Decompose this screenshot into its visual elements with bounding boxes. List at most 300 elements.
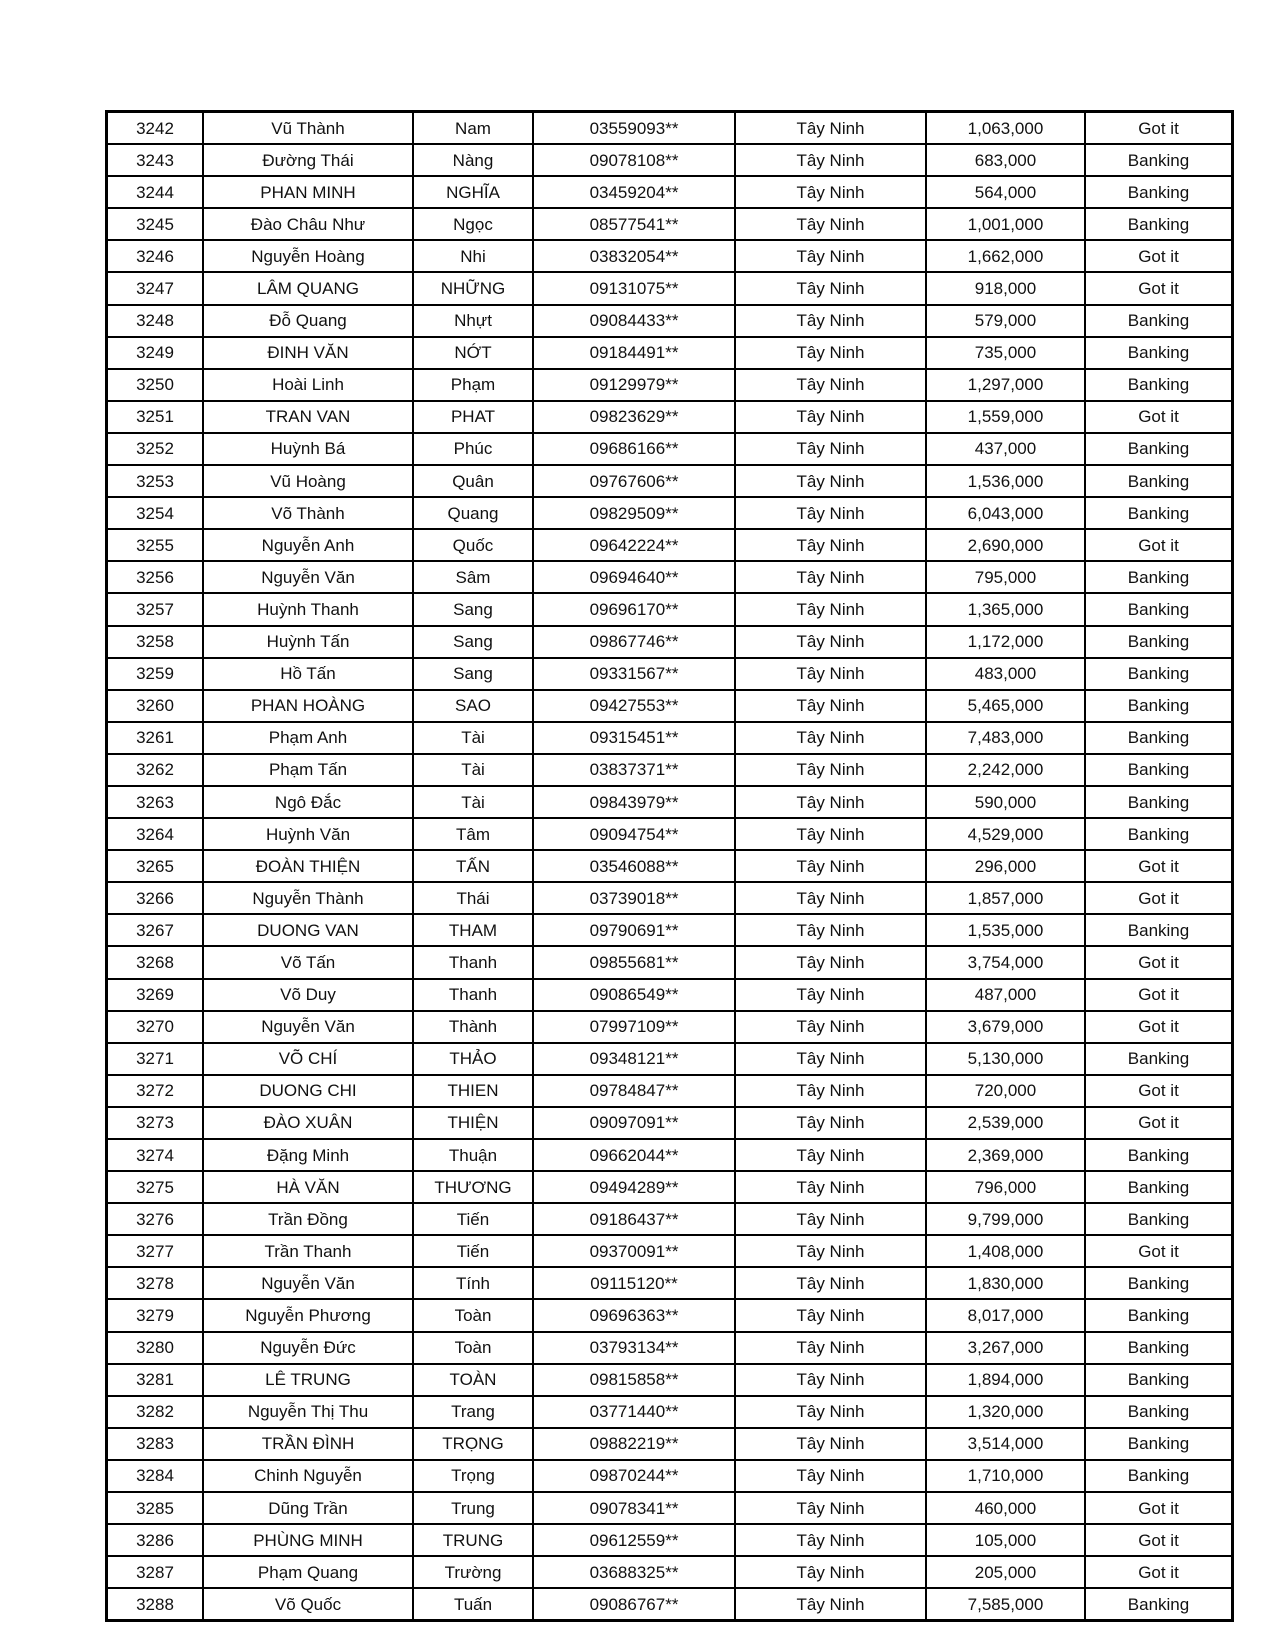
amount-cell: 2,242,000 xyxy=(926,754,1085,786)
amount-cell: 460,000 xyxy=(926,1492,1085,1524)
amount-cell: 7,585,000 xyxy=(926,1588,1085,1621)
table-row xyxy=(107,626,1233,658)
phone-cell: 09855681** xyxy=(533,946,735,978)
amount-cell: 2,539,000 xyxy=(926,1107,1085,1139)
row-id-cell: 3255 xyxy=(107,529,204,561)
phone-cell: 09882219** xyxy=(533,1428,735,1460)
status-cell: Banking xyxy=(1085,1203,1233,1235)
table-row xyxy=(107,754,1233,786)
province-cell: Tây Ninh xyxy=(735,1203,926,1235)
status-cell: Banking xyxy=(1085,1396,1233,1428)
first-name-cell: Dũng Trần xyxy=(203,1492,413,1524)
status-cell: Banking xyxy=(1085,1139,1233,1171)
status-cell: Got it xyxy=(1085,112,1233,145)
province-cell: Tây Ninh xyxy=(735,786,926,818)
table-row xyxy=(107,465,1233,497)
phone-cell: 09494289** xyxy=(533,1171,735,1203)
row-id-cell: 3267 xyxy=(107,914,204,946)
table-row xyxy=(107,1460,1233,1492)
phone-cell: 09815858** xyxy=(533,1364,735,1396)
table-row xyxy=(107,1428,1233,1460)
last-name-cell: TRỌNG xyxy=(413,1428,533,1460)
first-name-cell: Chinh Nguyễn xyxy=(203,1460,413,1492)
amount-cell: 483,000 xyxy=(926,658,1085,690)
table-row xyxy=(107,1139,1233,1171)
first-name-cell: Nguyễn Thị Thu xyxy=(203,1396,413,1428)
row-id-cell: 3260 xyxy=(107,690,204,722)
first-name-cell: Nguyễn Đức xyxy=(203,1332,413,1364)
last-name-cell: Toàn xyxy=(413,1299,533,1331)
province-cell: Tây Ninh xyxy=(735,1043,926,1075)
last-name-cell: Nàng xyxy=(413,144,533,176)
row-id-cell: 3282 xyxy=(107,1396,204,1428)
first-name-cell: Trần Thanh xyxy=(203,1235,413,1267)
status-cell: Got it xyxy=(1085,1075,1233,1107)
status-cell: Banking xyxy=(1085,1332,1233,1364)
row-id-cell: 3279 xyxy=(107,1299,204,1331)
province-cell: Tây Ninh xyxy=(735,1171,926,1203)
row-id-cell: 3281 xyxy=(107,1364,204,1396)
province-cell: Tây Ninh xyxy=(735,658,926,690)
status-cell: Got it xyxy=(1085,1492,1233,1524)
province-cell: Tây Ninh xyxy=(735,850,926,882)
table-row xyxy=(107,1332,1233,1364)
status-cell: Banking xyxy=(1085,754,1233,786)
row-id-cell: 3246 xyxy=(107,240,204,272)
status-cell: Banking xyxy=(1085,1460,1233,1492)
province-cell: Tây Ninh xyxy=(735,465,926,497)
amount-cell: 1,297,000 xyxy=(926,369,1085,401)
table-row xyxy=(107,818,1233,850)
table-row xyxy=(107,1267,1233,1299)
phone-cell: 03837371** xyxy=(533,754,735,786)
province-cell: Tây Ninh xyxy=(735,722,926,754)
status-cell: Banking xyxy=(1085,593,1233,625)
amount-cell: 918,000 xyxy=(926,272,1085,304)
amount-cell: 735,000 xyxy=(926,337,1085,369)
status-cell: Banking xyxy=(1085,176,1233,208)
phone-cell: 09348121** xyxy=(533,1043,735,1075)
row-id-cell: 3274 xyxy=(107,1139,204,1171)
first-name-cell: Huỳnh Văn xyxy=(203,818,413,850)
province-cell: Tây Ninh xyxy=(735,1267,926,1299)
first-name-cell: VÕ CHÍ xyxy=(203,1043,413,1075)
row-id-cell: 3243 xyxy=(107,144,204,176)
recipient-table xyxy=(105,110,1234,1622)
last-name-cell: Trung xyxy=(413,1492,533,1524)
phone-cell: 09870244** xyxy=(533,1460,735,1492)
phone-cell: 07997109** xyxy=(533,1011,735,1043)
table-row xyxy=(107,786,1233,818)
first-name-cell: Phạm Anh xyxy=(203,722,413,754)
first-name-cell: Võ Thành xyxy=(203,497,413,529)
amount-cell: 7,483,000 xyxy=(926,722,1085,754)
phone-cell: 09115120** xyxy=(533,1267,735,1299)
phone-cell: 09823629** xyxy=(533,401,735,433)
first-name-cell: ĐOÀN THIỆN xyxy=(203,850,413,882)
amount-cell: 4,529,000 xyxy=(926,818,1085,850)
row-id-cell: 3287 xyxy=(107,1556,204,1588)
province-cell: Tây Ninh xyxy=(735,433,926,465)
first-name-cell: Võ Duy xyxy=(203,979,413,1011)
province-cell: Tây Ninh xyxy=(735,497,926,529)
province-cell: Tây Ninh xyxy=(735,1107,926,1139)
amount-cell: 8,017,000 xyxy=(926,1299,1085,1331)
row-id-cell: 3249 xyxy=(107,337,204,369)
phone-cell: 03739018** xyxy=(533,882,735,914)
status-cell: Got it xyxy=(1085,1524,1233,1556)
amount-cell: 2,690,000 xyxy=(926,529,1085,561)
phone-cell: 09084433** xyxy=(533,305,735,337)
phone-cell: 09078108** xyxy=(533,144,735,176)
phone-cell: 09696363** xyxy=(533,1299,735,1331)
status-cell: Got it xyxy=(1085,1011,1233,1043)
first-name-cell: TRẦN ĐÌNH xyxy=(203,1428,413,1460)
last-name-cell: THIỆN xyxy=(413,1107,533,1139)
first-name-cell: Đường Thái xyxy=(203,144,413,176)
table-row xyxy=(107,1043,1233,1075)
status-cell: Got it xyxy=(1085,1235,1233,1267)
status-cell: Banking xyxy=(1085,626,1233,658)
first-name-cell: PHAN MINH xyxy=(203,176,413,208)
amount-cell: 590,000 xyxy=(926,786,1085,818)
province-cell: Tây Ninh xyxy=(735,272,926,304)
amount-cell: 1,001,000 xyxy=(926,208,1085,240)
amount-cell: 1,320,000 xyxy=(926,1396,1085,1428)
province-cell: Tây Ninh xyxy=(735,1332,926,1364)
province-cell: Tây Ninh xyxy=(735,818,926,850)
last-name-cell: Tính xyxy=(413,1267,533,1299)
status-cell: Banking xyxy=(1085,305,1233,337)
amount-cell: 1,662,000 xyxy=(926,240,1085,272)
row-id-cell: 3250 xyxy=(107,369,204,401)
first-name-cell: Trần Đồng xyxy=(203,1203,413,1235)
row-id-cell: 3265 xyxy=(107,850,204,882)
first-name-cell: Vũ Thành xyxy=(203,112,413,145)
province-cell: Tây Ninh xyxy=(735,561,926,593)
status-cell: Got it xyxy=(1085,850,1233,882)
table-row xyxy=(107,593,1233,625)
phone-cell: 03793134** xyxy=(533,1332,735,1364)
phone-cell: 09790691** xyxy=(533,914,735,946)
province-cell: Tây Ninh xyxy=(735,529,926,561)
table-row xyxy=(107,722,1233,754)
last-name-cell: Tiến xyxy=(413,1203,533,1235)
phone-cell: 09829509** xyxy=(533,497,735,529)
province-cell: Tây Ninh xyxy=(735,979,926,1011)
status-cell: Got it xyxy=(1085,882,1233,914)
row-id-cell: 3272 xyxy=(107,1075,204,1107)
province-cell: Tây Ninh xyxy=(735,914,926,946)
row-id-cell: 3284 xyxy=(107,1460,204,1492)
recipient-table-body xyxy=(107,112,1233,1621)
status-cell: Got it xyxy=(1085,401,1233,433)
table-row xyxy=(107,561,1233,593)
status-cell: Banking xyxy=(1085,369,1233,401)
first-name-cell: Phạm Quang xyxy=(203,1556,413,1588)
amount-cell: 5,130,000 xyxy=(926,1043,1085,1075)
province-cell: Tây Ninh xyxy=(735,626,926,658)
province-cell: Tây Ninh xyxy=(735,946,926,978)
table-row xyxy=(107,1075,1233,1107)
province-cell: Tây Ninh xyxy=(735,1139,926,1171)
last-name-cell: Trọng xyxy=(413,1460,533,1492)
status-cell: Banking xyxy=(1085,337,1233,369)
first-name-cell: DUONG CHI xyxy=(203,1075,413,1107)
table-row xyxy=(107,144,1233,176)
row-id-cell: 3244 xyxy=(107,176,204,208)
amount-cell: 3,679,000 xyxy=(926,1011,1085,1043)
status-cell: Got it xyxy=(1085,1556,1233,1588)
table-row xyxy=(107,1299,1233,1331)
row-id-cell: 3247 xyxy=(107,272,204,304)
phone-cell: 09427553** xyxy=(533,690,735,722)
status-cell: Banking xyxy=(1085,561,1233,593)
amount-cell: 720,000 xyxy=(926,1075,1085,1107)
table-row xyxy=(107,946,1233,978)
amount-cell: 1,172,000 xyxy=(926,626,1085,658)
first-name-cell: Ngô Đắc xyxy=(203,786,413,818)
table-row xyxy=(107,1364,1233,1396)
last-name-cell: Sang xyxy=(413,626,533,658)
amount-cell: 1,894,000 xyxy=(926,1364,1085,1396)
amount-cell: 105,000 xyxy=(926,1524,1085,1556)
first-name-cell: Đặng Minh xyxy=(203,1139,413,1171)
first-name-cell: Nguyễn Văn xyxy=(203,1011,413,1043)
phone-cell: 09843979** xyxy=(533,786,735,818)
row-id-cell: 3258 xyxy=(107,626,204,658)
table-row xyxy=(107,1011,1233,1043)
table-row xyxy=(107,1588,1233,1621)
status-cell: Got it xyxy=(1085,946,1233,978)
phone-cell: 03771440** xyxy=(533,1396,735,1428)
amount-cell: 1,536,000 xyxy=(926,465,1085,497)
last-name-cell: Thành xyxy=(413,1011,533,1043)
first-name-cell: ĐINH VĂN xyxy=(203,337,413,369)
province-cell: Tây Ninh xyxy=(735,208,926,240)
row-id-cell: 3268 xyxy=(107,946,204,978)
amount-cell: 6,043,000 xyxy=(926,497,1085,529)
status-cell: Banking xyxy=(1085,144,1233,176)
amount-cell: 1,710,000 xyxy=(926,1460,1085,1492)
last-name-cell: Trang xyxy=(413,1396,533,1428)
phone-cell: 03459204** xyxy=(533,176,735,208)
last-name-cell: THẢO xyxy=(413,1043,533,1075)
last-name-cell: Toàn xyxy=(413,1332,533,1364)
table-row xyxy=(107,305,1233,337)
row-id-cell: 3285 xyxy=(107,1492,204,1524)
first-name-cell: Nguyễn Văn xyxy=(203,561,413,593)
amount-cell: 487,000 xyxy=(926,979,1085,1011)
row-id-cell: 3266 xyxy=(107,882,204,914)
last-name-cell: THIEN xyxy=(413,1075,533,1107)
last-name-cell: PHAT xyxy=(413,401,533,433)
province-cell: Tây Ninh xyxy=(735,112,926,145)
row-id-cell: 3263 xyxy=(107,786,204,818)
last-name-cell: SAO xyxy=(413,690,533,722)
phone-cell: 09694640** xyxy=(533,561,735,593)
last-name-cell: THAM xyxy=(413,914,533,946)
table-row xyxy=(107,337,1233,369)
phone-cell: 09315451** xyxy=(533,722,735,754)
province-cell: Tây Ninh xyxy=(735,240,926,272)
table-row xyxy=(107,658,1233,690)
first-name-cell: LÊ TRUNG xyxy=(203,1364,413,1396)
row-id-cell: 3277 xyxy=(107,1235,204,1267)
phone-cell: 09370091** xyxy=(533,1235,735,1267)
table-row xyxy=(107,1235,1233,1267)
province-cell: Tây Ninh xyxy=(735,1524,926,1556)
phone-cell: 09767606** xyxy=(533,465,735,497)
last-name-cell: NGHĨA xyxy=(413,176,533,208)
row-id-cell: 3253 xyxy=(107,465,204,497)
row-id-cell: 3278 xyxy=(107,1267,204,1299)
province-cell: Tây Ninh xyxy=(735,882,926,914)
first-name-cell: Võ Tấn xyxy=(203,946,413,978)
amount-cell: 205,000 xyxy=(926,1556,1085,1588)
first-name-cell: PHÙNG MINH xyxy=(203,1524,413,1556)
status-cell: Banking xyxy=(1085,914,1233,946)
row-id-cell: 3262 xyxy=(107,754,204,786)
table-row xyxy=(107,1396,1233,1428)
phone-cell: 03832054** xyxy=(533,240,735,272)
last-name-cell: NỚT xyxy=(413,337,533,369)
first-name-cell: Huỳnh Thanh xyxy=(203,593,413,625)
status-cell: Banking xyxy=(1085,1299,1233,1331)
amount-cell: 579,000 xyxy=(926,305,1085,337)
first-name-cell: Võ Quốc xyxy=(203,1588,413,1621)
last-name-cell: Thanh xyxy=(413,946,533,978)
status-cell: Got it xyxy=(1085,529,1233,561)
amount-cell: 1,408,000 xyxy=(926,1235,1085,1267)
last-name-cell: Tiến xyxy=(413,1235,533,1267)
table-row xyxy=(107,208,1233,240)
table-row xyxy=(107,401,1233,433)
amount-cell: 1,063,000 xyxy=(926,112,1085,145)
first-name-cell: Nguyễn Phương xyxy=(203,1299,413,1331)
row-id-cell: 3286 xyxy=(107,1524,204,1556)
last-name-cell: Sang xyxy=(413,658,533,690)
status-cell: Banking xyxy=(1085,1428,1233,1460)
row-id-cell: 3280 xyxy=(107,1332,204,1364)
province-cell: Tây Ninh xyxy=(735,690,926,722)
amount-cell: 9,799,000 xyxy=(926,1203,1085,1235)
first-name-cell: Hoài Linh xyxy=(203,369,413,401)
amount-cell: 1,857,000 xyxy=(926,882,1085,914)
province-cell: Tây Ninh xyxy=(735,1460,926,1492)
phone-cell: 09086549** xyxy=(533,979,735,1011)
table-row xyxy=(107,850,1233,882)
status-cell: Banking xyxy=(1085,208,1233,240)
status-cell: Banking xyxy=(1085,1267,1233,1299)
row-id-cell: 3254 xyxy=(107,497,204,529)
last-name-cell: Tâm xyxy=(413,818,533,850)
last-name-cell: Sâm xyxy=(413,561,533,593)
phone-cell: 03559093** xyxy=(533,112,735,145)
first-name-cell: TRAN VAN xyxy=(203,401,413,433)
status-cell: Banking xyxy=(1085,1171,1233,1203)
phone-cell: 09094754** xyxy=(533,818,735,850)
last-name-cell: Thanh xyxy=(413,979,533,1011)
first-name-cell: Huỳnh Tấn xyxy=(203,626,413,658)
amount-cell: 3,267,000 xyxy=(926,1332,1085,1364)
row-id-cell: 3245 xyxy=(107,208,204,240)
phone-cell: 09784847** xyxy=(533,1075,735,1107)
status-cell: Banking xyxy=(1085,818,1233,850)
last-name-cell: NHỮNG xyxy=(413,272,533,304)
last-name-cell: Tuấn xyxy=(413,1588,533,1621)
table-row xyxy=(107,914,1233,946)
status-cell: Banking xyxy=(1085,1364,1233,1396)
table-row xyxy=(107,497,1233,529)
phone-cell: 09078341** xyxy=(533,1492,735,1524)
phone-cell: 09086767** xyxy=(533,1588,735,1621)
province-cell: Tây Ninh xyxy=(735,1428,926,1460)
amount-cell: 437,000 xyxy=(926,433,1085,465)
table-row xyxy=(107,1107,1233,1139)
amount-cell: 1,559,000 xyxy=(926,401,1085,433)
last-name-cell: Tài xyxy=(413,754,533,786)
province-cell: Tây Ninh xyxy=(735,1075,926,1107)
row-id-cell: 3273 xyxy=(107,1107,204,1139)
row-id-cell: 3264 xyxy=(107,818,204,850)
table-row xyxy=(107,240,1233,272)
province-cell: Tây Ninh xyxy=(735,1364,926,1396)
status-cell: Banking xyxy=(1085,465,1233,497)
row-id-cell: 3248 xyxy=(107,305,204,337)
row-id-cell: 3251 xyxy=(107,401,204,433)
last-name-cell: Quang xyxy=(413,497,533,529)
last-name-cell: Ngọc xyxy=(413,208,533,240)
row-id-cell: 3283 xyxy=(107,1428,204,1460)
last-name-cell: THƯƠNG xyxy=(413,1171,533,1203)
province-cell: Tây Ninh xyxy=(735,1556,926,1588)
status-cell: Got it xyxy=(1085,272,1233,304)
amount-cell: 1,830,000 xyxy=(926,1267,1085,1299)
last-name-cell: Tài xyxy=(413,786,533,818)
table-row xyxy=(107,1171,1233,1203)
phone-cell: 09097091** xyxy=(533,1107,735,1139)
amount-cell: 1,365,000 xyxy=(926,593,1085,625)
phone-cell: 09662044** xyxy=(533,1139,735,1171)
phone-cell: 03546088** xyxy=(533,850,735,882)
status-cell: Banking xyxy=(1085,786,1233,818)
last-name-cell: Phúc xyxy=(413,433,533,465)
last-name-cell: Phạm xyxy=(413,369,533,401)
first-name-cell: Hồ Tấn xyxy=(203,658,413,690)
first-name-cell: LÂM QUANG xyxy=(203,272,413,304)
first-name-cell: Phạm Tấn xyxy=(203,754,413,786)
amount-cell: 795,000 xyxy=(926,561,1085,593)
phone-cell: 09686166** xyxy=(533,433,735,465)
row-id-cell: 3261 xyxy=(107,722,204,754)
last-name-cell: Trường xyxy=(413,1556,533,1588)
province-cell: Tây Ninh xyxy=(735,144,926,176)
first-name-cell: Vũ Hoàng xyxy=(203,465,413,497)
first-name-cell: Đỗ Quang xyxy=(203,305,413,337)
status-cell: Banking xyxy=(1085,690,1233,722)
province-cell: Tây Ninh xyxy=(735,1235,926,1267)
phone-cell: 09867746** xyxy=(533,626,735,658)
phone-cell: 09612559** xyxy=(533,1524,735,1556)
amount-cell: 5,465,000 xyxy=(926,690,1085,722)
row-id-cell: 3271 xyxy=(107,1043,204,1075)
last-name-cell: Nhi xyxy=(413,240,533,272)
last-name-cell: TẤN xyxy=(413,850,533,882)
table-row xyxy=(107,272,1233,304)
phone-cell: 09129979** xyxy=(533,369,735,401)
table-row xyxy=(107,1492,1233,1524)
